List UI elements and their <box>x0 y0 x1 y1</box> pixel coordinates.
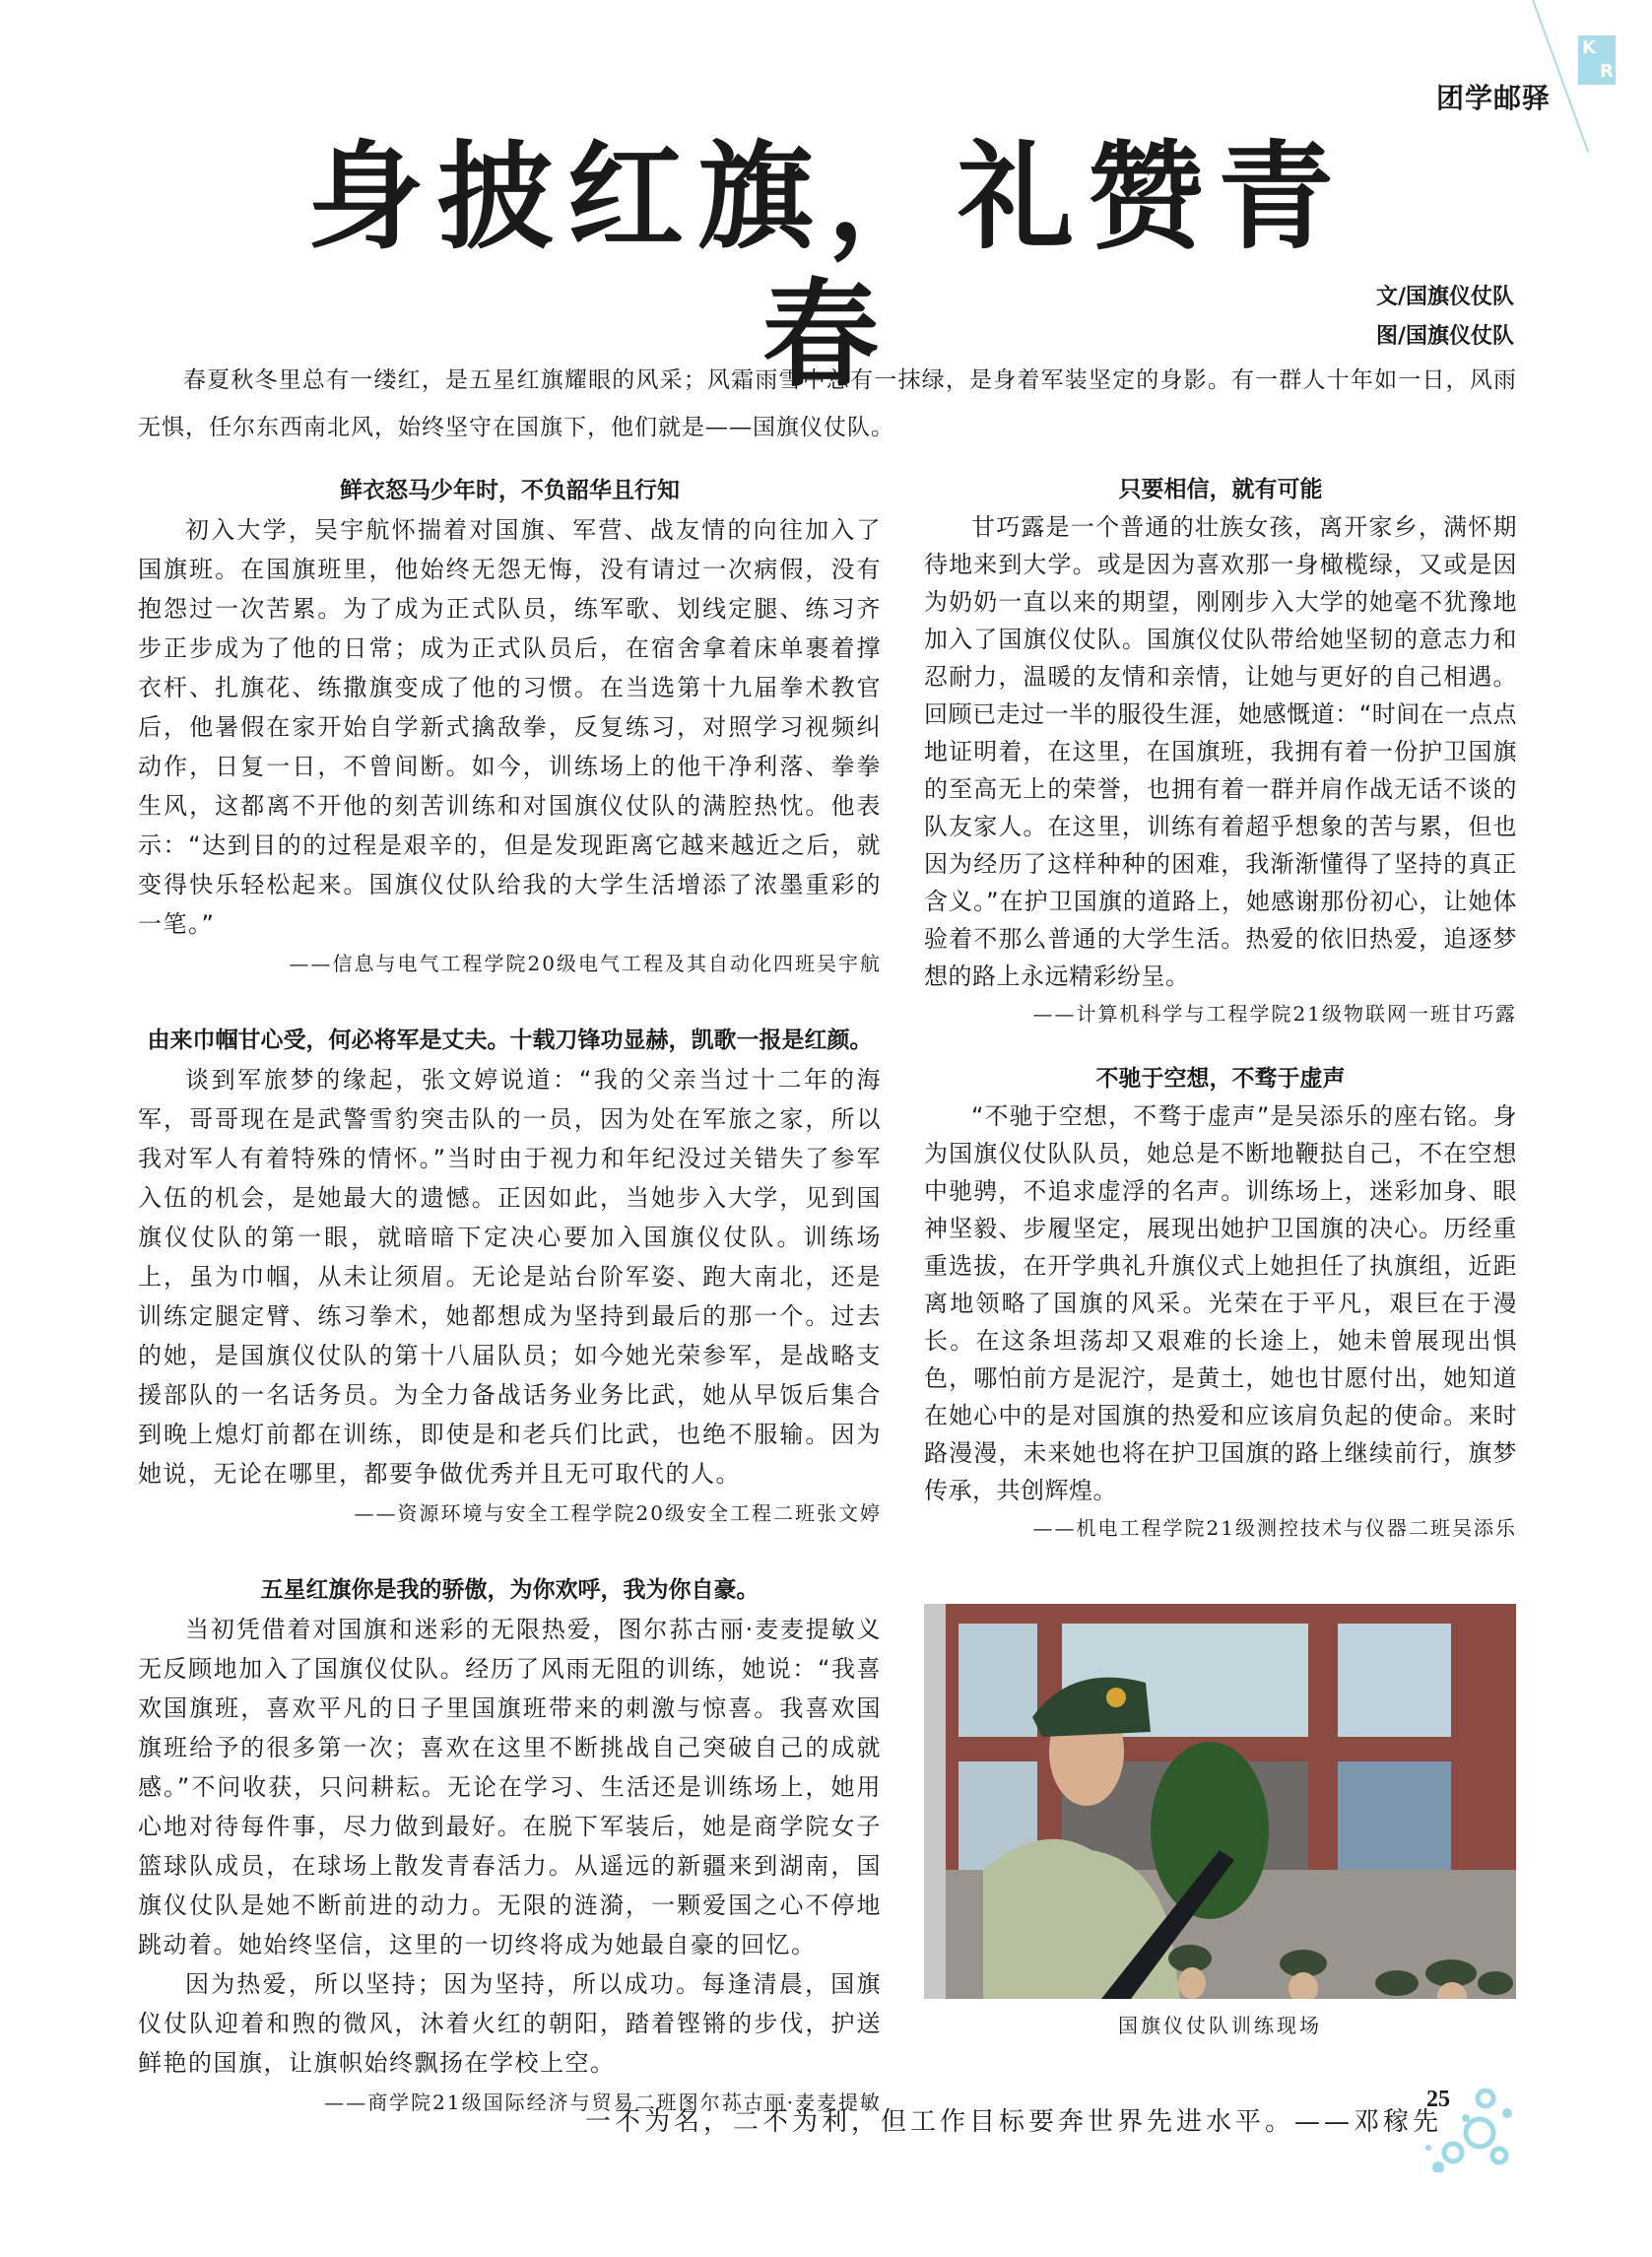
intro-paragraph: 春夏秋冬里总有一缕红，是五星红旗耀眼的风采；风霜雨雪中总有一抹绿，是身着军装坚定的身影。有一群人十年如一日，风雨无惧，任尔东西南北风，始终坚守在国旗下，他们就是——国旗仪仗队。 <box>138 367 1517 440</box>
article-section <box>138 1570 882 2122</box>
section-signature: ——信息与电气工程学院20级电气工程及其自动化四班吴宇航 <box>289 952 882 975</box>
section-signature: ——机电工程学院21级测控技术与仪器二班吴添乐 <box>1032 1516 1517 1540</box>
section-paragraph: “不驰于空想，不骛于虚声”是吴添乐的座右铭。身为国旗仪仗队队员，她总是不断地鞭挞自己，不在空想中驰骋，不追求虚浮的名声。训练场上，迷彩加身、眼神坚毅、步履坚定，展现出她护卫国旗的决心。历经重重选拔，在开学典礼升旗仪式上她担任了执旗组，近距离地领略了国旗的风采。光荣在于平凡，艰巨在于漫长。在这条坦荡却又艰难的长途上，她未曾展现出惧色，哪怕前方是泥泞，是黄土，她也甘愿付出，她知道在她心中的是对国旗的热爱和应该肩负起的使命。来时路漫漫，未来她也将在护卫国旗的路上继续前行，旗梦传承，共创辉煌。 <box>924 1102 1517 1504</box>
article-title: 身披红旗，礼赞青春 <box>306 129 1348 403</box>
section-paragraph: 谈到军旅梦的缘起，张文婷说道：“我的父亲当过十二年的海军，哥哥现在是武警雪豹突击队的一员，因为处在军旅之家，所以我对军人有着特殊的情怀。”当时由于视力和年纪没过关错失了参军入伍的机会，是她最大的遗憾。正因如此，当她步入大学，见到国旗仪仗队的第一眼，就暗暗下定决心要加入国旗仪仗队。训练场上，虽为巾帼，从未让须眉。无论是站台阶军姿、跑大南北，还是训练定腿定臂、练习拳术，她都想成为坚持到最后的那一个。过去的她，是国旗仪仗队的第十八届队员；如今她光荣参军，是战略支援部队的一名话务员。为全力备战话务业务比武，她从早饭后集合到晚上熄灯前都在训练，即使是和老兵们比武，也绝不服输。因为她说，无论在哪里，都要争做优秀并且无可取代的人。 <box>138 1066 882 1488</box>
article-section <box>138 1021 882 1533</box>
section-heading: 鲜衣怒马少年时，不负韶华且行知 <box>340 478 680 503</box>
column-left <box>138 471 882 2159</box>
article-section <box>924 471 1517 1032</box>
section-signature: ——计算机科学与工程学院21级物联网一班甘巧露 <box>1032 1002 1517 1026</box>
honor-guard-photo <box>924 1604 1516 1999</box>
section-signature: ——资源环境与安全工程学院20级安全工程二班张文婷 <box>354 1501 882 1525</box>
section-heading: 由来巾帼甘心受，何必将军是丈夫。十载刀锋功显赫，凯歌一报是红颜。 <box>147 1028 873 1053</box>
section-badge <box>1578 35 1616 85</box>
article-section <box>924 1060 1517 1547</box>
section-heading: 只要相信，就有可能 <box>1118 477 1323 502</box>
section-name: 团学邮驿 <box>1436 82 1552 114</box>
section-signature: ——商学院21级国际经济与贸易二班图尔荪古丽·麦麦提敏 <box>324 2091 882 2114</box>
section-paragraph: 因为热爱，所以坚持；因为坚持，所以成功。每逢清晨，国旗仪仗队迎着和煦的微风，沐着火红的朝阳，踏着铿锵的步伐，护送鲜艳的国旗，让旗帜始终飘扬在学校上空。 <box>138 1970 882 2077</box>
byline-photo: 图/国旗仪仗队 <box>1375 324 1514 349</box>
section-paragraph: 当初凭借着对国旗和迷彩的无限热爱，图尔荪古丽·麦麦提敏义无反顾地加入了国旗仪仗队。经历了风雨无阻的训练，她说：“我喜欢国旗班，喜欢平凡的日子里国旗班带来的刺激与惊喜。我喜欢国旗班给予的很多第一次；喜欢在这里不断挑战自己突破自己的成就感。”不问收获，只问耕耘。无论在学习、生活还是训练场上，她用心地对待每件事，尽力做到最好。在脱下军装后，她是商学院女子篮球队成员，在球场上散发青春活力。从遥远的新疆来到湖南，国旗仪仗队是她不断前进的动力。无限的涟漪，一颗爱国之心不停地跳动着。她始终坚信，这里的一切终将成为她最自豪的回忆。 <box>138 1616 882 1958</box>
badge-letter: K <box>1582 37 1596 58</box>
badge-letter: R <box>1600 61 1614 82</box>
section-heading: 五星红旗你是我的骄傲，为你欢呼，我为你自豪。 <box>260 1577 760 1603</box>
column-right <box>924 471 1517 1574</box>
byline <box>1376 278 1514 357</box>
page-number: 25 <box>1426 2087 1450 2112</box>
footer-quote: 一不为名，二不为利，但工作目标要奔世界先进水平。——邓稼先 <box>585 2107 1443 2137</box>
article-section <box>138 471 882 983</box>
byline-text: 文/国旗仪仗队 <box>1375 285 1514 309</box>
section-heading: 不驰于空想，不骛于虚声 <box>1095 1066 1346 1092</box>
section-paragraph: 甘巧露是一个普通的壮族女孩，离开家乡，满怀期待地来到大学。或是因为喜欢那一身橄榄绿，又或是因为奶奶一直以来的期望，刚刚步入大学的她毫不犹豫地加入了国旗仪仗队。国旗仪仗队带给她坚韧的意志力和忍耐力，温暖的友情和亲情，让她与更好的自己相遇。回顾已走过一半的服役生涯，她感慨道：“时间在一点点地证明着，在这里，在国旗班，我拥有着一份护卫国旗的至高无上的荣誉，也拥有着一群并肩作战无话不谈的队友家人。在这里，训练有着超乎想象的苦与累，但也因为经历了这样种种的困难，我渐渐懂得了坚持的真正含义。”在护卫国旗的道路上，她感谢那份初心，让她体验着不那么普通的大学生活。热爱的依旧热爱，追逐梦想的路上永远精彩纷呈。 <box>924 513 1517 990</box>
photo-caption: 国旗仪仗队训练现场 <box>1118 2014 1322 2037</box>
section-paragraph: 初入大学，吴宇航怀揣着对国旗、军营、战友情的向往加入了国旗班。在国旗班里，他始终无怨无悔，没有请过一次病假，没有抱怨过一次苦累。为了成为正式队员，练军歌、划线定腿、练习齐步正步成为了他的日常；成为正式队员后，在宿舍拿着床单裹着撑衣杆、扎旗花、练撒旗变成了他的习惯。在当选第十九届拳术教官后，他暑假在家开始自学新式擒敌拳，反复练习，对照学习视频纠动作，日复一日，不曾间断。如今，训练场上的他干净利落、拳拳生风，这都离不开他的刻苦训练和对国旗仪仗队的满腔热忱。他表示：“达到目的的过程是艰辛的，但是发现距离它越来越近之后，就变得快乐轻松起来。国旗仪仗队给我的大学生活增添了浓墨重彩的一笔。” <box>138 516 882 938</box>
